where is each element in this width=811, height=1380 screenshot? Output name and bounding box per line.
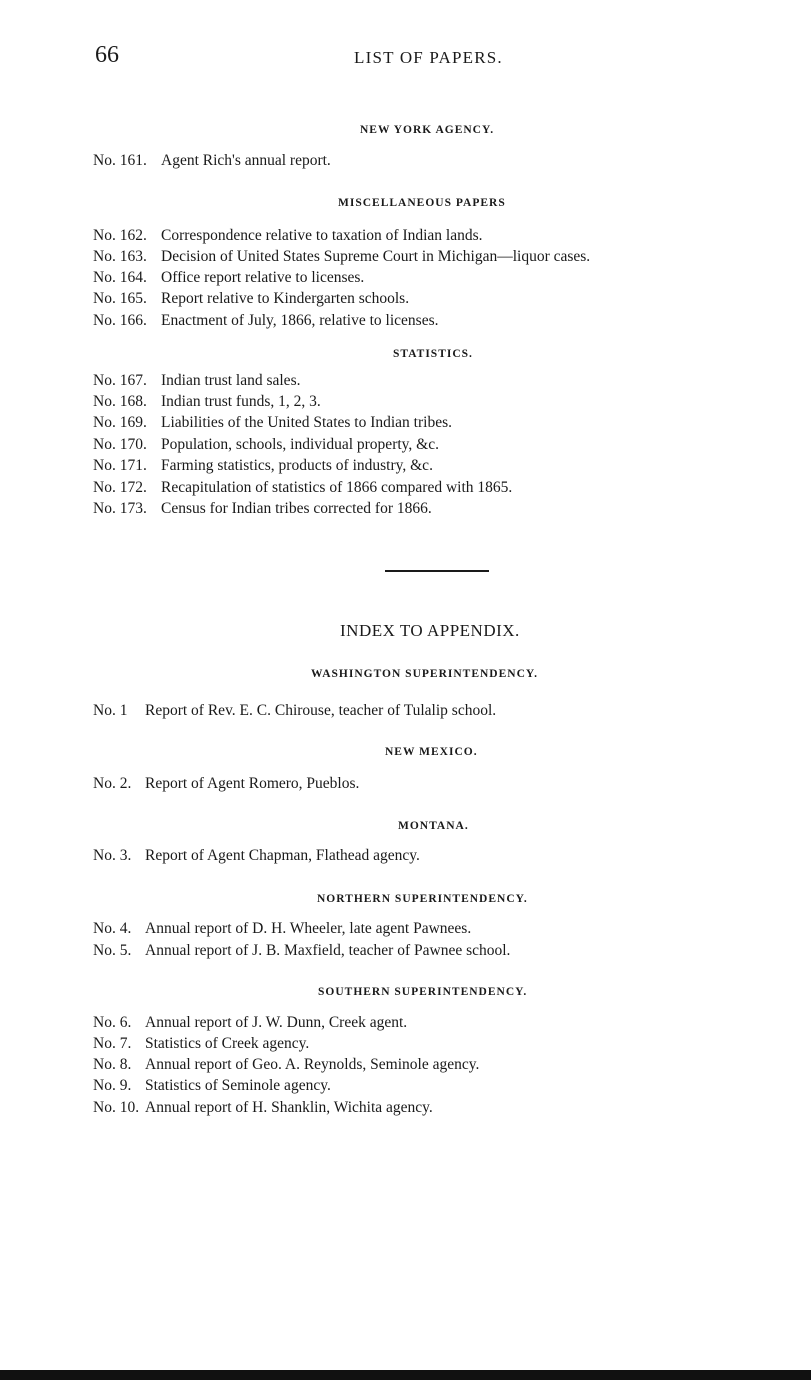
entry-number: No. 4. bbox=[93, 920, 132, 937]
section-heading: SOUTHERN SUPERINTENDENCY. bbox=[318, 986, 528, 998]
section-heading: NEW MEXICO. bbox=[385, 746, 478, 758]
entry-text: Enactment of July, 1866, relative to licenses. bbox=[161, 312, 439, 329]
section-divider bbox=[385, 570, 489, 572]
list-item bbox=[93, 269, 364, 287]
list-item bbox=[93, 1014, 407, 1032]
entry-number: No. 169. bbox=[93, 414, 147, 431]
list-item bbox=[93, 775, 359, 793]
list-item bbox=[93, 500, 432, 518]
list-item bbox=[93, 152, 331, 170]
list-item bbox=[93, 290, 409, 308]
entry-text: Report of Agent Chapman, Flathead agency. bbox=[145, 847, 420, 864]
entry-number: No. 8. bbox=[93, 1056, 132, 1073]
entry-number: No. 9. bbox=[93, 1077, 132, 1094]
list-item bbox=[93, 1099, 433, 1117]
page-number: 66 bbox=[95, 42, 119, 68]
entry-number: No. 170. bbox=[93, 436, 147, 453]
entry-text: Population, schools, individual property, &c. bbox=[161, 436, 439, 453]
running-head: LIST OF PAPERS. bbox=[354, 48, 503, 67]
entry-text: Decision of United States Supreme Court in Michigan—liquor cases. bbox=[161, 248, 591, 265]
entry-number: No. 172. bbox=[93, 479, 147, 496]
entry-text: Recapitulation of statistics of 1866 compared with 1865. bbox=[161, 479, 513, 496]
list-item bbox=[93, 393, 321, 411]
entry-text: Indian trust funds, 1, 2, 3. bbox=[161, 393, 321, 410]
list-item bbox=[93, 479, 512, 497]
entry-number: No. 164. bbox=[93, 269, 147, 286]
entry-number: No. 165. bbox=[93, 290, 147, 307]
entry-text: Annual report of H. Shanklin, Wichita agency. bbox=[145, 1099, 433, 1116]
section-heading: MISCELLANEOUS PAPERS bbox=[338, 197, 506, 209]
list-item bbox=[93, 1077, 331, 1095]
entry-text: Report of Rev. E. C. Chirouse, teacher of Tulalip school. bbox=[145, 702, 497, 719]
entry-number: No. 173. bbox=[93, 500, 147, 517]
entry-text: Liabilities of the United States to Indian tribes. bbox=[161, 414, 452, 431]
entry-number: No. 167. bbox=[93, 372, 147, 389]
entry-number: No. 3. bbox=[93, 847, 132, 864]
entry-text: Annual report of Geo. A. Reynolds, Seminole agency. bbox=[145, 1056, 480, 1073]
entry-text: Statistics of Seminole agency. bbox=[145, 1077, 331, 1094]
entry-text: Farming statistics, products of industry, &c. bbox=[161, 457, 433, 474]
entry-number: No. 1 bbox=[93, 702, 128, 719]
entry-text: Indian trust land sales. bbox=[161, 372, 301, 389]
section-heading: STATISTICS. bbox=[393, 348, 473, 360]
list-item bbox=[93, 372, 300, 390]
entry-number: No. 7. bbox=[93, 1035, 132, 1052]
section-heading: NEW YORK AGENCY. bbox=[360, 124, 495, 136]
entry-number: No. 161. bbox=[93, 152, 147, 169]
list-item bbox=[93, 436, 439, 454]
entry-number: No. 5. bbox=[93, 942, 132, 959]
entry-number: No. 162. bbox=[93, 227, 147, 244]
section-heading: MONTANA. bbox=[398, 820, 469, 832]
list-item bbox=[93, 1035, 309, 1053]
list-item bbox=[93, 1056, 479, 1074]
entry-text: Report relative to Kindergarten schools. bbox=[161, 290, 410, 307]
entry-text: Office report relative to licenses. bbox=[161, 269, 365, 286]
list-item bbox=[93, 248, 590, 266]
entry-number: No. 163. bbox=[93, 248, 147, 265]
list-item bbox=[93, 457, 433, 475]
entry-number: No. 2. bbox=[93, 775, 132, 792]
entry-number: No. 168. bbox=[93, 393, 147, 410]
section-heading: NORTHERN SUPERINTENDENCY. bbox=[317, 893, 528, 905]
entry-number: No. 166. bbox=[93, 312, 147, 329]
section-heading: WASHINGTON SUPERINTENDENCY. bbox=[311, 668, 539, 680]
list-item bbox=[93, 942, 510, 960]
entry-text: Annual report of J. W. Dunn, Creek agent. bbox=[145, 1014, 408, 1031]
list-item bbox=[93, 414, 452, 432]
appendix-title: INDEX TO APPENDIX. bbox=[340, 621, 520, 640]
scan-edge bbox=[0, 1370, 811, 1380]
list-item bbox=[93, 920, 471, 938]
list-item bbox=[93, 847, 420, 865]
entry-number: No. 171. bbox=[93, 457, 147, 474]
entry-text: Correspondence relative to taxation of Indian lands. bbox=[161, 227, 483, 244]
entry-text: Annual report of J. B. Maxfield, teacher of Pawnee school. bbox=[145, 942, 511, 959]
entry-text: Agent Rich's annual report. bbox=[161, 152, 331, 169]
entry-text: Statistics of Creek agency. bbox=[145, 1035, 310, 1052]
entry-text: Annual report of D. H. Wheeler, late agent Pawnees. bbox=[145, 920, 472, 937]
list-item bbox=[93, 227, 483, 245]
entry-text: Report of Agent Romero, Pueblos. bbox=[145, 775, 360, 792]
list-item bbox=[93, 312, 439, 330]
entry-text: Census for Indian tribes corrected for 1866. bbox=[161, 500, 432, 517]
entry-number: No. 6. bbox=[93, 1014, 132, 1031]
entry-number: No. 10. bbox=[93, 1099, 140, 1116]
list-item bbox=[93, 702, 496, 720]
